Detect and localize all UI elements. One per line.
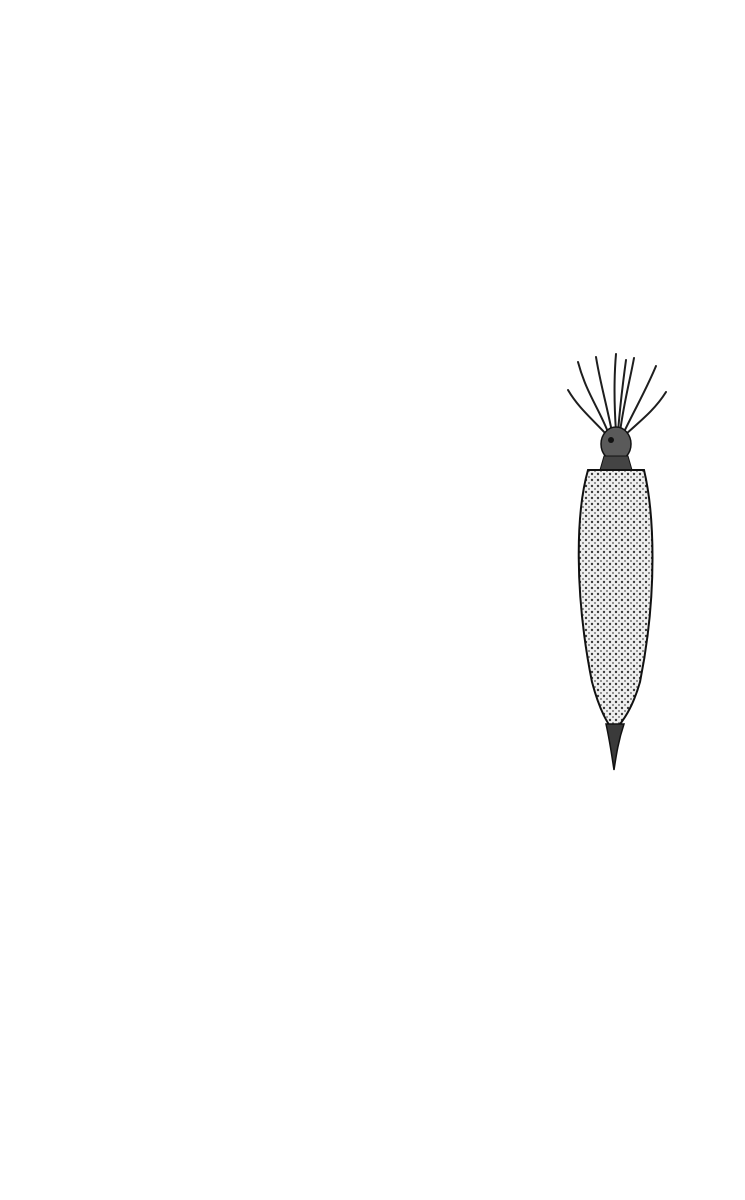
belemnite-illustration xyxy=(548,352,690,772)
